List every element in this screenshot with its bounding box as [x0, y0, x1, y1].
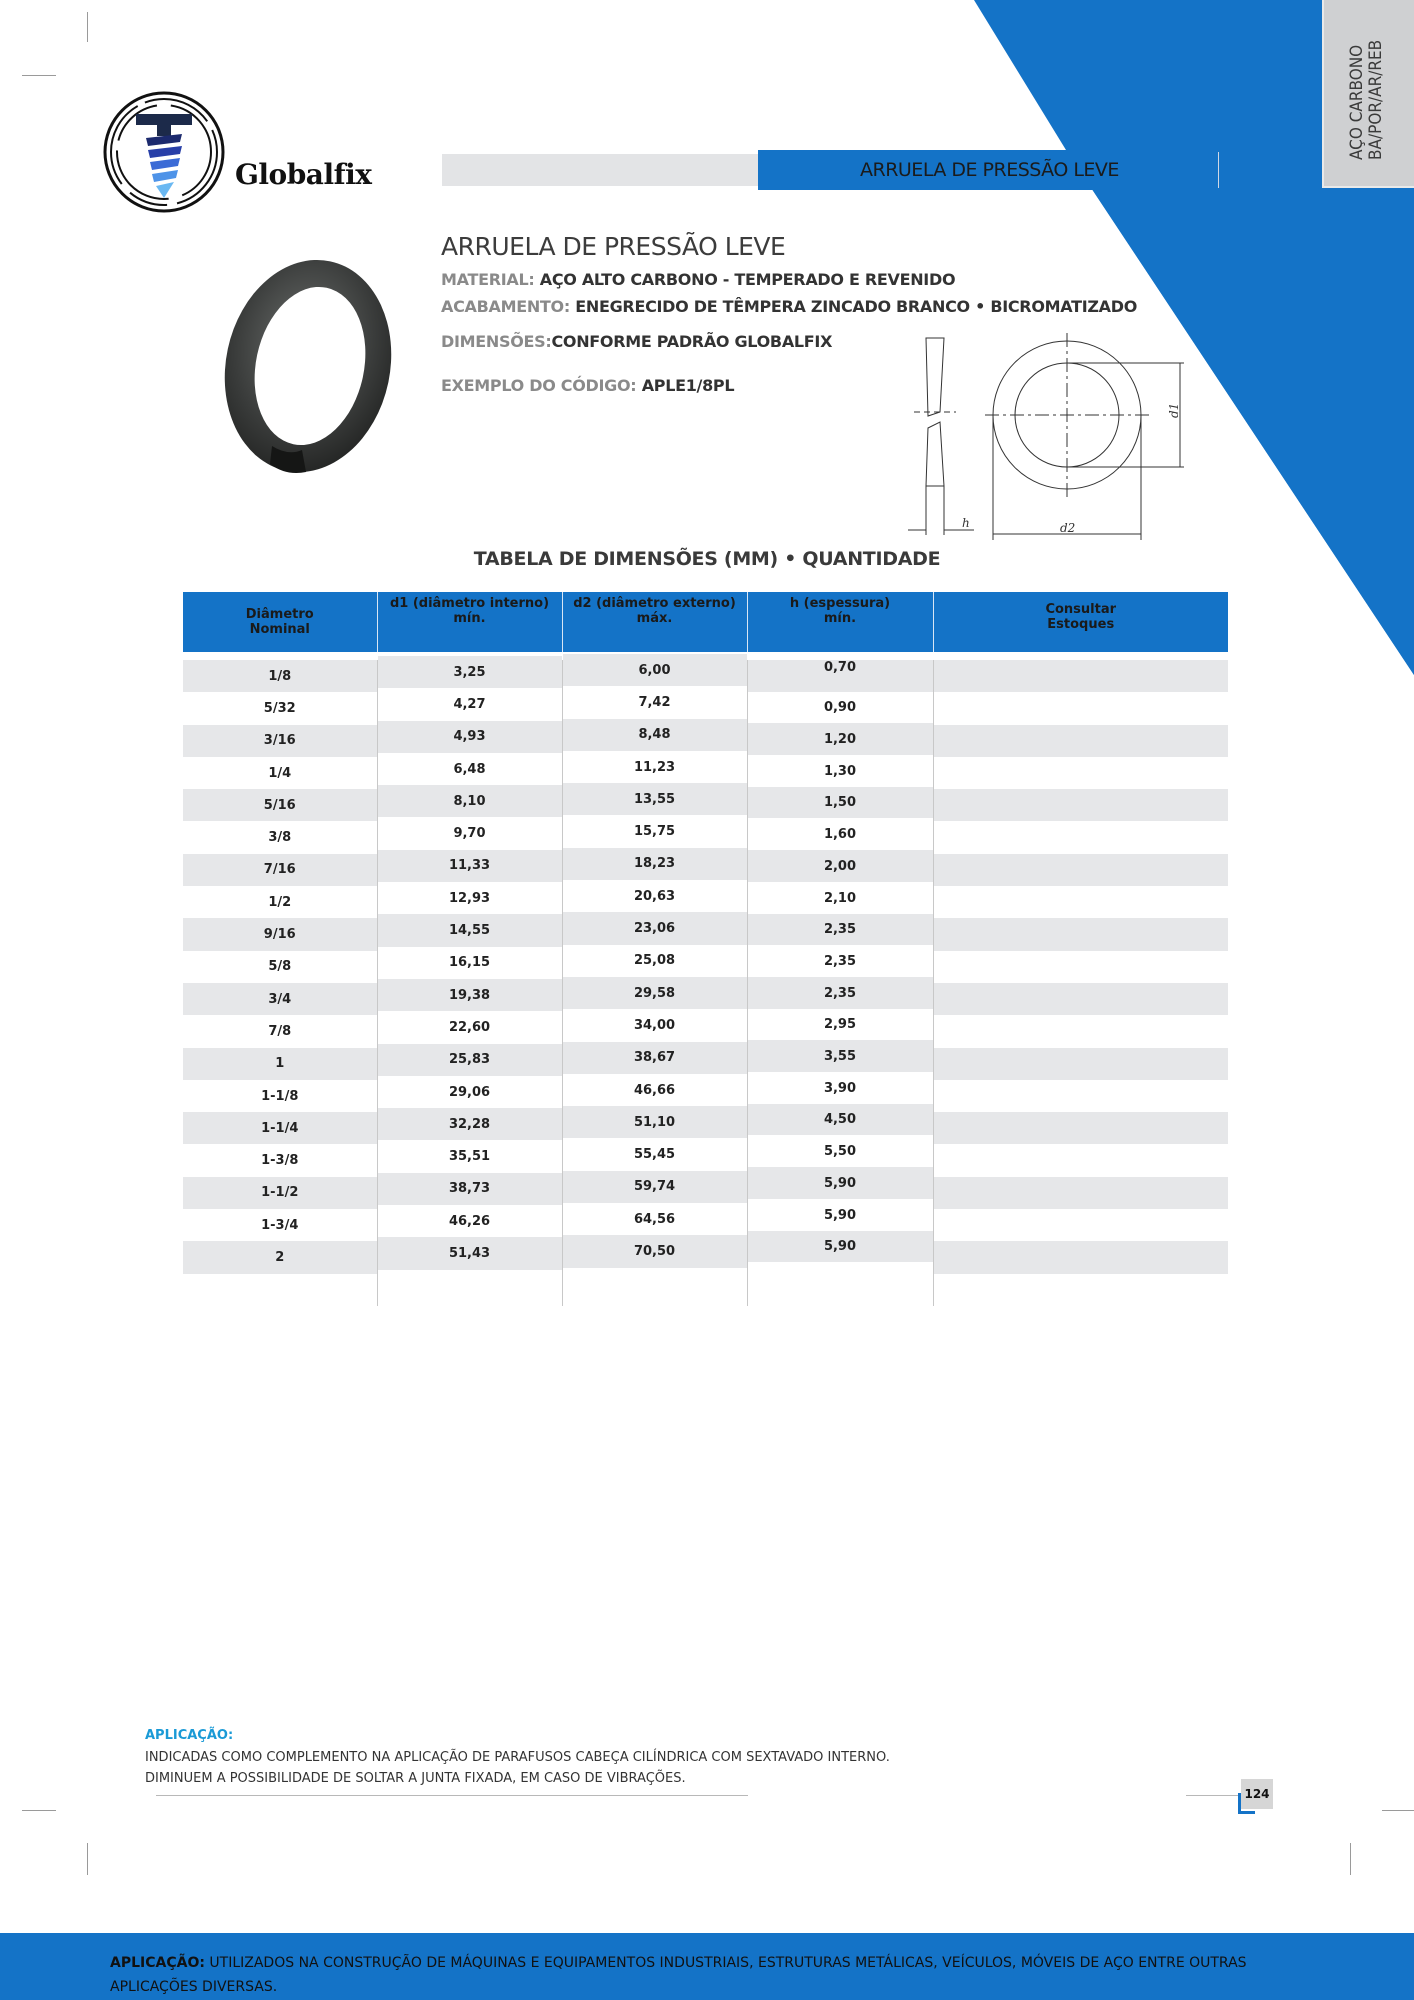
- code-label: EXEMPLO DO CÓDIGO:: [441, 376, 637, 395]
- cell-h: 1,60: [747, 818, 933, 850]
- cell-d1: 3,25: [377, 656, 562, 688]
- title-bar-left: [442, 154, 759, 186]
- cell-d1: 11,33: [377, 850, 562, 882]
- material-label: MATERIAL:: [441, 270, 535, 289]
- dimensions-line: [441, 332, 832, 351]
- cell-d2: 46,66: [562, 1074, 747, 1106]
- cell-h: 4,50: [747, 1104, 933, 1136]
- cell-nominal: 5/32: [183, 692, 377, 724]
- cell-d2: 11,23: [562, 751, 747, 783]
- category-line-2: BA/POR/AR/REB: [1366, 39, 1386, 160]
- footer-label: APLICAÇÃO:: [110, 1955, 205, 1971]
- table-row: [183, 1274, 1228, 1306]
- cell-h: 5,90: [747, 1199, 933, 1231]
- cell-stock[interactable]: [933, 1209, 1228, 1241]
- cell-h: 3,90: [747, 1072, 933, 1104]
- cell-stock[interactable]: [933, 918, 1228, 950]
- cell-h: 2,95: [747, 1009, 933, 1041]
- cell-nominal: 5/8: [183, 951, 377, 983]
- cell-stock[interactable]: [933, 1015, 1228, 1047]
- cell-h: 1,20: [747, 723, 933, 755]
- cell-d1: 22,60: [377, 1011, 562, 1043]
- crop-mark: [87, 1843, 88, 1875]
- cell-d1: 25,83: [377, 1044, 562, 1076]
- cell-d1: 4,93: [377, 721, 562, 753]
- cell-h: 0,70: [747, 660, 933, 692]
- table-body: [183, 652, 1228, 1306]
- header-h: h (espessura) mín.: [747, 592, 933, 652]
- cell-stock[interactable]: [933, 692, 1228, 724]
- cell-nominal: 2: [183, 1241, 377, 1273]
- table-title: TABELA DE DIMENSÕES (MM) • QUANTIDADE: [473, 548, 941, 570]
- cell-h: 2,35: [747, 977, 933, 1009]
- cell-nominal: [183, 1274, 377, 1306]
- cell-d2: 7,42: [562, 686, 747, 718]
- category-tab-label: [1348, 40, 1386, 160]
- cell-nominal: 1/4: [183, 757, 377, 789]
- cell-d1: 6,48: [377, 753, 562, 785]
- header-nominal: Diâmetro Nominal: [183, 592, 377, 652]
- cell-stock[interactable]: [933, 886, 1228, 918]
- category-line-1: AÇO CARBONO: [1347, 44, 1367, 160]
- cell-stock[interactable]: [933, 854, 1228, 886]
- cell-d1: 29,06: [377, 1076, 562, 1108]
- cell-stock[interactable]: [933, 1177, 1228, 1209]
- cell-h: 2,35: [747, 914, 933, 946]
- cell-d1: 4,27: [377, 688, 562, 720]
- cell-d2: 23,06: [562, 912, 747, 944]
- cell-nominal: 7/8: [183, 1015, 377, 1047]
- cell-nominal: 1-3/8: [183, 1144, 377, 1176]
- cell-nominal: 1-1/4: [183, 1112, 377, 1144]
- cell-nominal: 1/8: [183, 660, 377, 692]
- footer-rule-left: [156, 1795, 748, 1796]
- cell-nominal: 7/16: [183, 854, 377, 886]
- cell-d1: 35,51: [377, 1140, 562, 1172]
- cell-stock[interactable]: [933, 1080, 1228, 1112]
- cell-d2: 34,00: [562, 1009, 747, 1041]
- washer-photo: [210, 250, 400, 490]
- cell-d1: 51,43: [377, 1237, 562, 1269]
- dimensions-label: DIMENSÕES:: [441, 332, 552, 351]
- cell-d2: 38,67: [562, 1042, 747, 1074]
- cell-stock[interactable]: [933, 789, 1228, 821]
- cell-d1: 12,93: [377, 882, 562, 914]
- cell-d2: 25,08: [562, 945, 747, 977]
- cell-h: 1,50: [747, 787, 933, 819]
- dimensions-table: [183, 592, 1228, 1306]
- header-d2: d2 (diâmetro externo) máx.: [562, 592, 747, 652]
- cell-h: 0,90: [747, 692, 933, 724]
- cell-stock[interactable]: [933, 1274, 1228, 1306]
- cell-d2: 70,50: [562, 1235, 747, 1267]
- cell-stock[interactable]: [933, 757, 1228, 789]
- cell-nominal: 1: [183, 1048, 377, 1080]
- code-line: [441, 376, 734, 395]
- cell-h: 3,55: [747, 1040, 933, 1072]
- cell-h: 1,30: [747, 755, 933, 787]
- brand-name: Globalfix: [235, 158, 372, 191]
- crop-mark: [22, 75, 56, 76]
- cell-d2: 64,56: [562, 1203, 747, 1235]
- cell-stock[interactable]: [933, 1144, 1228, 1176]
- cell-d1: 32,28: [377, 1108, 562, 1140]
- cell-d1: 38,73: [377, 1173, 562, 1205]
- cell-nominal: 3/8: [183, 821, 377, 853]
- cell-d2: 8,48: [562, 719, 747, 751]
- cell-stock[interactable]: [933, 951, 1228, 983]
- cell-h: 2,00: [747, 850, 933, 882]
- footer-text: [110, 1951, 1310, 1999]
- cell-nominal: 3/4: [183, 983, 377, 1015]
- header-d1: d1 (diâmetro interno) mín.: [377, 592, 562, 652]
- cell-d2: 51,10: [562, 1106, 747, 1138]
- crop-mark: [1382, 1810, 1414, 1811]
- cell-d2: [562, 1268, 747, 1300]
- header-stock: Consultar Estoques: [933, 592, 1228, 652]
- cell-h: 5,90: [747, 1167, 933, 1199]
- cell-d2: 13,55: [562, 783, 747, 815]
- cell-h: 5,90: [747, 1231, 933, 1263]
- cell-d2: 15,75: [562, 815, 747, 847]
- cell-stock[interactable]: [933, 821, 1228, 853]
- finish-value: ENEGRECIDO DE TÊMPERA ZINCADO BRANCO • BICROMATIZADO: [575, 297, 1138, 316]
- cell-d2: 29,58: [562, 977, 747, 1009]
- cell-stock[interactable]: [933, 660, 1228, 692]
- cell-stock[interactable]: [933, 1112, 1228, 1144]
- product-title: ARRUELA DE PRESSÃO LEVE: [441, 232, 786, 261]
- cell-stock[interactable]: [933, 983, 1228, 1015]
- cell-d2: 20,63: [562, 880, 747, 912]
- finish-label: ACABAMENTO:: [441, 297, 570, 316]
- crop-mark: [22, 1810, 56, 1811]
- cell-d1: 19,38: [377, 979, 562, 1011]
- cell-d1: 9,70: [377, 817, 562, 849]
- drawing-label-d2: d2: [1060, 521, 1076, 535]
- cell-nominal: 9/16: [183, 918, 377, 950]
- footer-body: UTILIZADOS NA CONSTRUÇÃO DE MÁQUINAS E EQUIPAMENTOS INDUSTRIAIS, ESTRUTURAS METÁLICAS, VEÍCULOS, MÓVEIS DE AÇO ENTRE OUTRAS APLICAÇÕES DIVERSAS.: [110, 1955, 1247, 1995]
- application-line-2: DIMINUEM A POSSIBILIDADE DE SOLTAR A JUNTA FIXADA, EM CASO DE VIBRAÇÕES.: [145, 1771, 686, 1786]
- title-bar-divider: [1218, 152, 1219, 188]
- cell-h: 2,35: [747, 945, 933, 977]
- cell-nominal: 1/2: [183, 886, 377, 918]
- crop-mark: [87, 12, 88, 42]
- cell-d1: [377, 1270, 562, 1302]
- drawing-label-d1: d1: [1167, 402, 1181, 418]
- cell-d2: 55,45: [562, 1138, 747, 1170]
- cell-stock[interactable]: [933, 1241, 1228, 1273]
- cell-d2: 59,74: [562, 1171, 747, 1203]
- cell-stock[interactable]: [933, 1048, 1228, 1080]
- code-value: APLE1/8PL: [641, 376, 735, 395]
- cell-d1: 16,15: [377, 947, 562, 979]
- footer-rule-right: [1186, 1795, 1240, 1796]
- application-line-1: INDICADAS COMO COMPLEMENTO NA APLICAÇÃO DE PARAFUSOS CABEÇA CILÍNDRICA COM SEXTAVADO INTERNO.: [145, 1750, 890, 1765]
- technical-drawing: [900, 330, 1200, 540]
- page-number: 124: [1244, 1787, 1270, 1801]
- material-line: [441, 270, 955, 289]
- cell-d1: 14,55: [377, 914, 562, 946]
- title-bar-label: ARRUELA DE PRESSÃO LEVE: [860, 159, 1119, 181]
- cell-d1: 46,26: [377, 1205, 562, 1237]
- cell-nominal: 1-3/4: [183, 1209, 377, 1241]
- cell-nominal: 1-1/8: [183, 1080, 377, 1112]
- cell-nominal: 5/16: [183, 789, 377, 821]
- cell-stock[interactable]: [933, 725, 1228, 757]
- cell-nominal: 3/16: [183, 725, 377, 757]
- cell-d1: 8,10: [377, 785, 562, 817]
- cell-h: [747, 1262, 933, 1294]
- cell-h: 2,10: [747, 882, 933, 914]
- table-header-row: [183, 592, 1228, 652]
- cell-d2: 6,00: [562, 654, 747, 686]
- application-label: APLICAÇÃO:: [145, 1728, 234, 1743]
- cell-d2: 18,23: [562, 848, 747, 880]
- finish-line: [441, 297, 1137, 316]
- material-value: AÇO ALTO CARBONO - TEMPERADO E REVENIDO: [539, 270, 956, 289]
- crop-mark: [1350, 1843, 1351, 1875]
- cell-nominal: 1-1/2: [183, 1177, 377, 1209]
- cell-h: 5,50: [747, 1135, 933, 1167]
- globalfix-logo-icon: [102, 90, 226, 214]
- dimensions-value: CONFORME PADRÃO GLOBALFIX: [551, 332, 833, 351]
- drawing-label-h: h: [962, 516, 970, 530]
